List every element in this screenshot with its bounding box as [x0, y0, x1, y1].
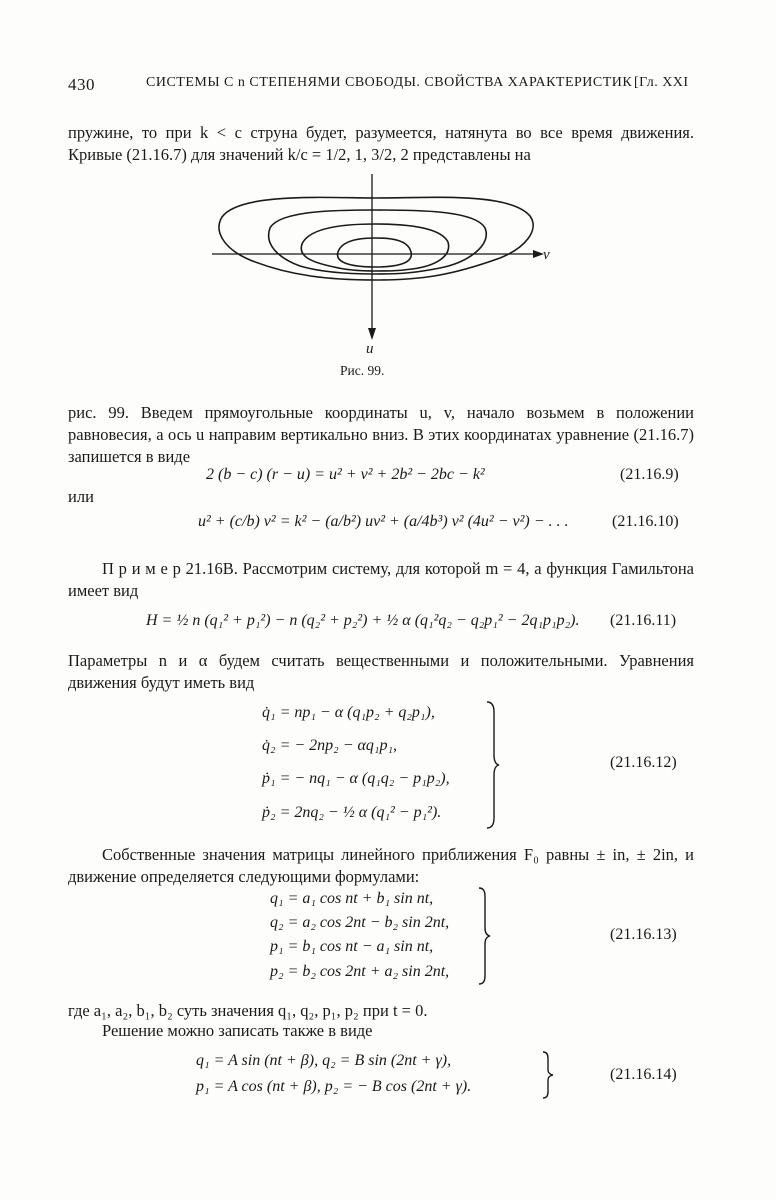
axis-u-arrow	[368, 328, 376, 340]
axis-u-label: u	[366, 341, 374, 357]
system-12-line-4: ṗ₂ = 2nq₂ − ½ α (q₁² − p₁²).	[262, 804, 442, 821]
paragraph-6: Собственные значения матрицы линейного приближения F₀ равны ± in, ± 2in, и движение определяется следующими формулами:	[68, 845, 694, 886]
equation-number-11: (21.16.11)	[610, 612, 677, 629]
paragraph-1: пружине, то при k < c струна будет, разумеется, натянута во все время движения. Кривые (21.16.7) для значений k/c = 1/2, 1, 3/2, 2 представлены на	[68, 123, 694, 164]
figure-caption: Рис. 99.	[340, 363, 385, 378]
system-12-brace	[484, 700, 500, 830]
equation-21-16-11: H = ½ n (q₁² + p₁²) − n (q₂² + p₂²) + ½ α (q₁²q₂ − q₂p₁² − 2q₁p₁p₂).	[146, 612, 580, 629]
system-13-line-4: p₂ = b₂ cos 2nt + a₂ sin 2nt,	[270, 963, 450, 980]
curve-third	[301, 224, 448, 271]
page-number: 430	[68, 75, 95, 94]
equation-21-16-9: 2 (b − c) (r − u) = u² + v² + 2b² − 2bc − k²	[206, 466, 485, 483]
system-14-line-1: q₁ = A sin (nt + β), q₂ = B sin (2nt + γ),	[196, 1052, 452, 1069]
paragraph-5: Параметры n и α будем считать вещественными и положительными. Уравнения движения будут иметь вид	[68, 651, 694, 692]
system-13-line-1: q₁ = a₁ cos nt + b₁ sin nt,	[270, 890, 434, 907]
system-12-line-3: ṗ₁ = − nq₁ − α (q₁q₂ − p₁p₂),	[262, 770, 450, 787]
paragraph-example: П р и м е р 21.16В. Рассмотрим систему, для которой m = 4, а функция Гамильтона имеет вид	[68, 559, 694, 600]
equation-number-12: (21.16.12)	[610, 754, 677, 771]
system-14-brace	[540, 1050, 556, 1100]
equation-21-16-10: u² + (c/b) v² = k² − (a/b²) uv² + (a/4b³) v² (4u² − v²) − . . .	[198, 513, 569, 530]
equation-number-9: (21.16.9)	[620, 466, 679, 483]
paragraph-8: Решение можно записать также в виде	[102, 1021, 373, 1040]
curve-second	[269, 210, 487, 274]
figure-99	[200, 170, 570, 360]
system-13-brace	[476, 886, 492, 986]
system-13-line-2: q₂ = a₂ cos 2nt − b₂ sin 2nt,	[270, 914, 450, 931]
equation-number-13: (21.16.13)	[610, 926, 677, 943]
curve-inner	[338, 238, 412, 267]
system-12-line-1: q̇₁ = np₁ − α (q₁p₂ + q₂p₁),	[262, 704, 435, 721]
paragraph-or: или	[68, 487, 94, 506]
system-14-line-2: p₁ = A cos (nt + β), p₂ = − B cos (2nt + γ).	[196, 1078, 472, 1095]
equation-number-14: (21.16.14)	[610, 1066, 677, 1083]
system-12-line-2: q̇₂ = − 2np₂ − αq₁p₁,	[262, 737, 398, 754]
axis-v-label: v	[543, 247, 550, 263]
running-title: СИСТЕМЫ С n СТЕПЕНЯМИ СВОБОДЫ. СВОЙСТВА ХАРАКТЕРИСТИК	[146, 75, 633, 90]
system-13-line-3: p₁ = b₁ cos nt − a₁ sin nt,	[270, 938, 434, 955]
chapter-label: [Гл. XXI	[634, 75, 689, 90]
equation-number-10: (21.16.10)	[612, 513, 679, 530]
paragraph-2: рис. 99. Введем прямоугольные координаты u, v, начало возьмем в положении равновесия, а ось u направим вертикально вниз. В этих координатах уравнение (21.16.7) запишется в виде	[68, 403, 694, 466]
paragraph-7: где a₁, a₂, b₁, b₂ суть значения q₁, q₂, p₁, p₂ при t = 0.	[68, 1001, 428, 1020]
